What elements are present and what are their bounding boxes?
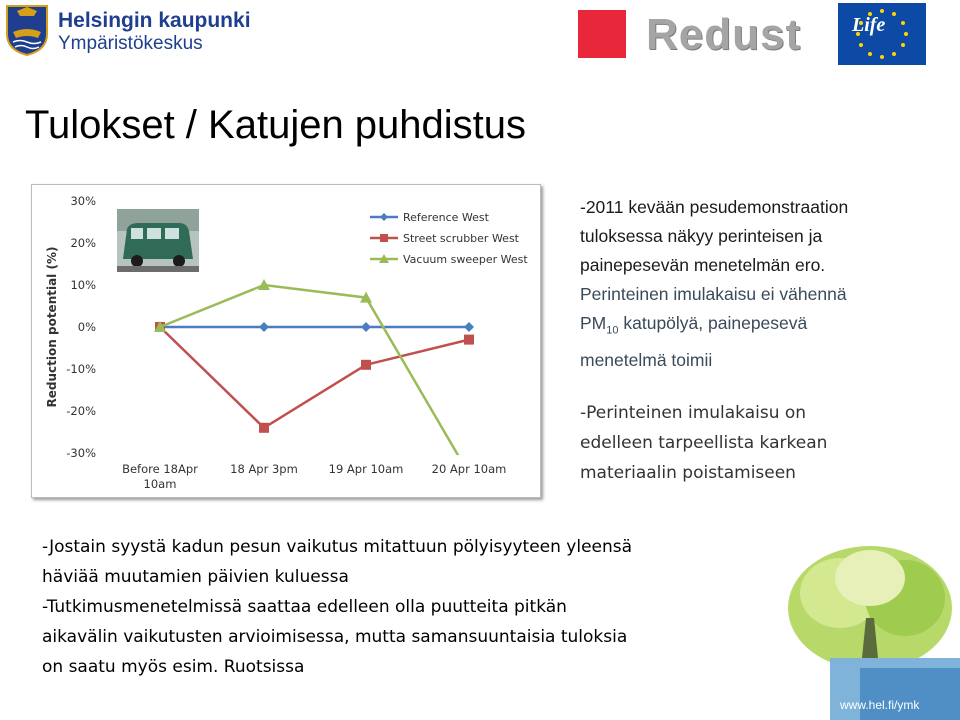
series-line bbox=[160, 285, 469, 474]
text-line: -Perinteinen imulakaisu on bbox=[580, 403, 807, 423]
right-text-block-1 bbox=[580, 193, 950, 375]
x-tick-label bbox=[329, 462, 404, 476]
text-line: materiaalin poistamiseen bbox=[580, 463, 796, 483]
data-point bbox=[259, 322, 269, 332]
text-line: Perinteinen imulakaisu ei vähennä bbox=[580, 284, 847, 304]
y-tick-label: -10% bbox=[66, 362, 96, 376]
data-point bbox=[361, 322, 371, 332]
x-tick-label bbox=[432, 462, 507, 476]
text-line: menetelmä toimii bbox=[580, 349, 713, 370]
data-point bbox=[361, 360, 371, 370]
pm-rest: katupölyä, painepesevä bbox=[618, 313, 808, 333]
chart-svg bbox=[32, 185, 540, 497]
y-tick-label: 10% bbox=[70, 278, 96, 292]
text-line: on saatu myös esim. Ruotsissa bbox=[42, 657, 305, 677]
x-tick-label-line: 10am bbox=[143, 477, 177, 491]
x-tick-label bbox=[230, 462, 298, 476]
redust-logo: Redust bbox=[646, 10, 802, 59]
bottom-text-block bbox=[42, 532, 752, 682]
y-tick-label: -20% bbox=[66, 404, 96, 418]
y-tick-label: -30% bbox=[66, 446, 96, 460]
pm-subscript: 10 bbox=[606, 324, 619, 337]
data-point bbox=[464, 335, 474, 345]
x-tick-label-line: 20 Apr 10am bbox=[431, 462, 507, 476]
legend-marker bbox=[380, 234, 388, 242]
page-title: Tulokset / Katujen puhdistus bbox=[25, 103, 527, 147]
life-logo-text: Life bbox=[852, 14, 886, 36]
y-tick-label: 30% bbox=[70, 194, 96, 208]
text-line: aikavälin vaikutusten arvioimisessa, mutta samansuuntaisia tuloksia bbox=[42, 627, 628, 647]
text-line: -Tutkimusmenetelmissä saattaa edelleen olla puutteita pitkän bbox=[42, 597, 567, 617]
text-line-pm10 bbox=[580, 309, 950, 346]
y-tick-label: 20% bbox=[70, 236, 96, 250]
right-text-block-2 bbox=[580, 398, 950, 488]
org-unit: Ympäristökeskus bbox=[58, 33, 203, 54]
data-point bbox=[259, 423, 269, 433]
y-tick-label: 0% bbox=[77, 320, 96, 334]
text-line: häviää muutamien päivien kuluessa bbox=[42, 567, 349, 587]
reduction-chart bbox=[31, 184, 541, 498]
text-line: -Jostain syystä kadun pesun vaikutus mitattuun pölyisyyteen yleensä bbox=[42, 537, 633, 557]
street-sweeper-photo bbox=[117, 209, 199, 272]
text-line: -2011 kevään pesudemonstraation bbox=[580, 197, 849, 217]
helsinki-crest-icon bbox=[5, 4, 49, 56]
legend-label: Vacuum sweeper West bbox=[403, 253, 528, 266]
x-tick-label-line: 18 Apr 3pm bbox=[230, 462, 298, 476]
redust-square-icon bbox=[578, 10, 626, 58]
legend-label: Reference West bbox=[403, 211, 489, 224]
org-name: Helsingin kaupunki bbox=[58, 9, 251, 32]
footer-url: www.hel.fi/ymk bbox=[840, 698, 920, 712]
series-line bbox=[160, 327, 469, 428]
legend-label: Street scrubber West bbox=[403, 232, 519, 245]
text-line: painepesevän menetelmän ero. bbox=[580, 255, 826, 275]
y-axis-label: Reduction potential (%) bbox=[45, 246, 59, 408]
legend-marker bbox=[380, 213, 388, 221]
text-line: edelleen tarpeellista karkean bbox=[580, 433, 828, 453]
tree-image bbox=[770, 538, 960, 720]
data-point bbox=[464, 322, 474, 332]
x-tick-label bbox=[122, 462, 198, 491]
text-line: tuloksessa näkyy perinteisen ja bbox=[580, 226, 823, 246]
x-tick-label-line: Before 18Apr bbox=[122, 462, 198, 476]
pm-label: PM bbox=[580, 313, 607, 333]
x-tick-label-line: 19 Apr 10am bbox=[328, 462, 404, 476]
